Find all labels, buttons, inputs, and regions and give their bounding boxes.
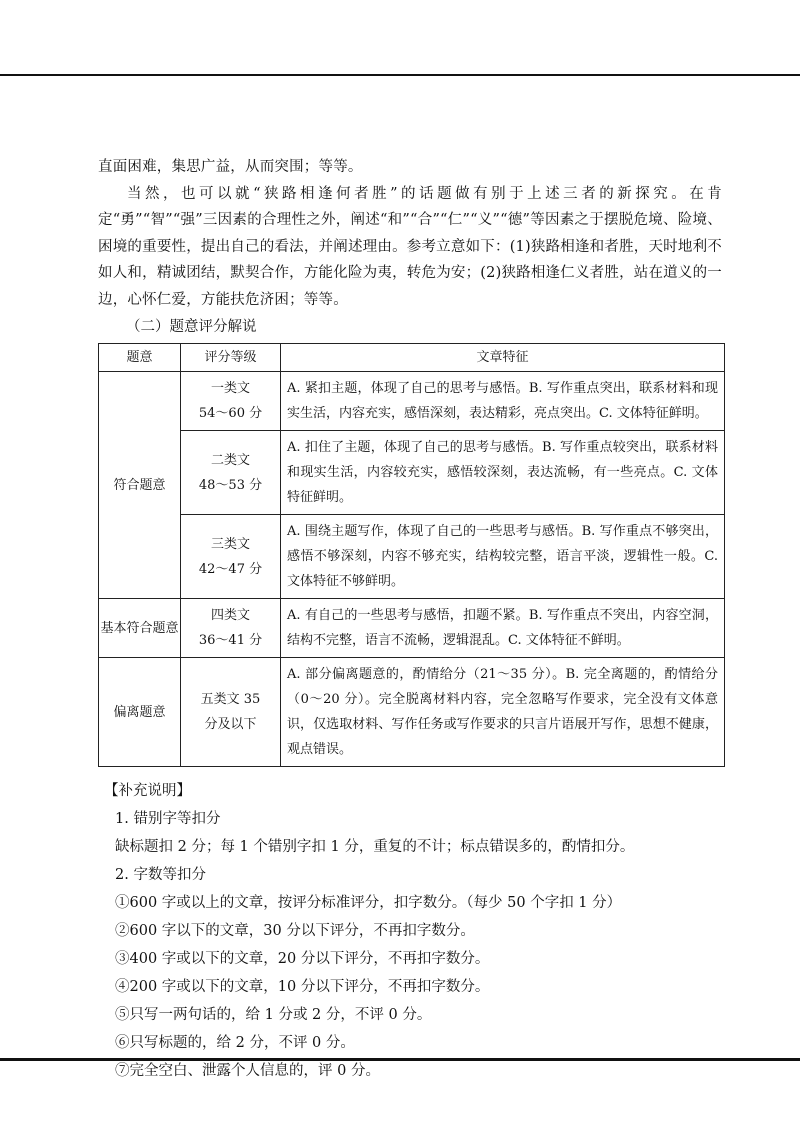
grade-cell	[181, 431, 281, 515]
table-row	[99, 431, 725, 515]
category-cell: 基本符合题意	[99, 599, 181, 658]
grade-level: 五类文 35	[200, 692, 261, 707]
table-row	[99, 599, 725, 658]
table-header-row	[99, 344, 725, 372]
feature-cell: A. 扣住了主题，体现了自己的思考与感悟。B. 写作重点较突出，联系材料和现实生活，内容较充实，感悟较深刻，表达流畅，有一些亮点。C. 文体特征鲜明。	[281, 431, 725, 515]
feature-cell: A. 紧扣主题，体现了自己的思考与感悟。B. 写作重点突出，联系材料和现实生活，内容充实，感悟深刻，表达精彩，亮点突出。C. 文体特征鲜明。	[281, 372, 725, 431]
header-features: 文章特征	[281, 344, 725, 372]
word-count-rule: ⑦完全空白、泄露个人信息的，评 0 分。	[115, 1063, 380, 1079]
bottom-rule	[0, 1058, 800, 1061]
category-cell: 符合题意	[99, 372, 181, 599]
grade-cell	[181, 515, 281, 599]
word-count-rule: ①600 字或以上的文章，按评分标准评分，扣字数分。（每少 50 个字扣 1 分）	[115, 895, 622, 911]
supplement-title: 【补充说明】	[104, 783, 191, 799]
category-cell: 偏离题意	[99, 658, 181, 767]
table-row	[99, 658, 725, 767]
supplement-item-text: 缺标题扣 2 分；每 1 个错别字扣 1 分，重复的不计；标点错误多的，酌情扣分。	[115, 839, 635, 855]
feature-cell: A. 部分偏离题意的，酌情给分（21～35 分）。B. 完全离题的，酌情给分（0～20 分）。完全脱离材料内容，完全忽略写作要求，完全没有文体意识，仅选取材料、写作任务或写作要求的只言片语展开写作，思想不健康，观点错误。	[281, 658, 725, 767]
grade-range: 48～53 分	[198, 477, 263, 493]
supplement-item-title: 2. 字数等扣分	[115, 867, 206, 883]
grade-level: 二类文	[210, 452, 250, 468]
section-title: （二）题意评分解说	[126, 319, 257, 335]
supplement-section	[98, 777, 722, 1085]
table-row	[99, 372, 725, 431]
header-grade: 评分等级	[181, 344, 281, 372]
word-count-rule: ②600 字以下的文章，30 分以下评分，不再扣字数分。	[115, 923, 475, 939]
feature-cell: A. 围绕主题写作，体现了自己的一些思考与感悟。B. 写作重点不够突出，感悟不够深刻，内容不够充实，结构较完整，语言平淡，逻辑性一般。C. 文体特征不够鲜明。	[281, 515, 725, 599]
grade-range: 54～60 分	[198, 406, 263, 421]
word-count-rule: ⑥只写标题的，给 2 分，不评 0 分。	[115, 1035, 355, 1051]
grade-level: 四类文	[210, 608, 250, 623]
word-count-rule: ③400 字或以下的文章，20 分以下评分，不再扣字数分。	[115, 951, 490, 967]
grade-cell	[181, 372, 281, 431]
grade-level: 一类文	[210, 381, 250, 396]
feature-cell: A. 有自己的一些思考与感悟，扣题不紧。B. 写作重点不突出，内容空洞，结构不完整，语言不流畅，逻辑混乱。C. 文体特征不鲜明。	[281, 599, 725, 658]
supplement-item-title: 1. 错别字等扣分	[115, 811, 221, 827]
page-content	[98, 154, 722, 1085]
grade-range: 分及以下	[204, 717, 257, 732]
header-topic: 题意	[99, 344, 181, 372]
top-rule	[0, 74, 800, 76]
grade-level: 三类文	[210, 536, 250, 552]
grade-range: 36～41 分	[198, 633, 263, 648]
grade-range: 42～47 分	[198, 561, 263, 577]
intro-paragraph: 当然，也可以就“狭路相逢何者胜”的话题做有别于上述三者的新探究。在肯定“勇”“智”“强”三因素的合理性之外，阐述“和”“合”“仁”“义”“德”等因素之于摆脱危境、险境、困境的重要性，提出自己的看法，并阐述理由。参考立意如下：(1)狭路相逢和者胜，天时地利不如人和，精诚团结，默契合作，方能化险为夷，转危为安；(2)狭路相逢仁义者胜，站在道义的一边，心怀仁爱，方能扶危济困；等等。	[98, 185, 722, 308]
scoring-table	[98, 343, 725, 767]
word-count-rule: ⑤只写一两句话的，给 1 分或 2 分，不评 0 分。	[115, 1007, 432, 1023]
grade-cell	[181, 658, 281, 767]
word-count-rule: ④200 字或以下的文章，10 分以下评分，不再扣字数分。	[115, 979, 490, 995]
table-row	[99, 515, 725, 599]
intro-line: 直面困难，集思广益，从而突围；等等。	[98, 159, 363, 175]
grade-cell	[181, 599, 281, 658]
